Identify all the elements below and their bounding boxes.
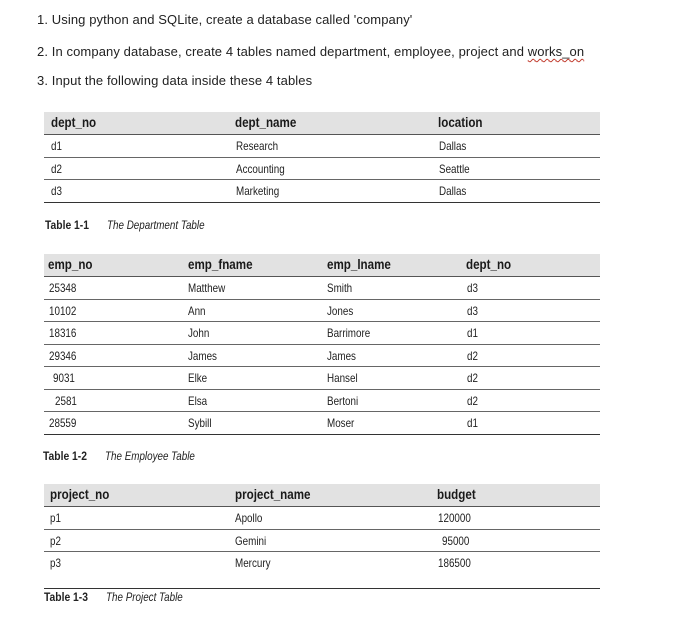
column-header: budget bbox=[437, 487, 476, 502]
instruction-1: 1. Using python and SQLite, create a database called 'company' bbox=[37, 12, 413, 27]
department-table bbox=[44, 112, 600, 232]
table-cell: 28559 bbox=[49, 416, 77, 430]
instruction-2-text: 2. In company database, create 4 tables named department, employee, project and bbox=[37, 44, 528, 59]
table-row bbox=[44, 390, 600, 413]
table-cell: Marketing bbox=[236, 184, 280, 198]
table-caption bbox=[44, 590, 200, 604]
table-header bbox=[44, 112, 600, 135]
caption-number: Table 1-1 bbox=[45, 218, 89, 232]
table-cell: Hansel bbox=[327, 371, 358, 385]
table-cell: Mercury bbox=[235, 556, 271, 570]
table-cell: Dallas bbox=[439, 184, 467, 198]
table-cell: Apollo bbox=[235, 511, 263, 525]
table-cell: p2 bbox=[50, 533, 61, 548]
column-header: project_no bbox=[50, 487, 110, 502]
table-caption bbox=[45, 218, 226, 232]
table-row bbox=[44, 158, 600, 181]
caption-number: Table 1-2 bbox=[43, 449, 87, 463]
column-header: emp_no bbox=[48, 257, 93, 272]
table-cell: 2581 bbox=[55, 393, 77, 408]
table-cell: d3 bbox=[51, 184, 62, 198]
table-cell: Seattle bbox=[439, 161, 470, 176]
table-cell: p1 bbox=[50, 511, 61, 525]
table-cell: Barrimore bbox=[327, 326, 371, 340]
table-cell: 25348 bbox=[49, 281, 77, 295]
caption-title: The Project Table bbox=[106, 590, 184, 604]
table-cell: John bbox=[188, 326, 210, 340]
table-row bbox=[44, 552, 600, 574]
table-row bbox=[44, 412, 600, 434]
column-header: dept_no bbox=[466, 257, 512, 272]
table-cell: p3 bbox=[50, 556, 61, 570]
table-cell: d2 bbox=[467, 348, 478, 363]
table-bottom-rule bbox=[44, 202, 600, 203]
table-cell: d3 bbox=[467, 281, 478, 295]
table-cell: Matthew bbox=[188, 281, 226, 295]
caption-number: Table 1-3 bbox=[44, 590, 88, 604]
table-cell: Gemini bbox=[235, 533, 267, 548]
table-cell: 29346 bbox=[49, 348, 77, 363]
table-cell: d2 bbox=[467, 371, 478, 385]
table-caption bbox=[43, 449, 215, 463]
table-cell: Accounting bbox=[236, 161, 285, 176]
table-bottom-rule bbox=[44, 588, 600, 589]
table-header bbox=[44, 254, 600, 277]
table-row bbox=[44, 507, 600, 530]
table-cell: Sybill bbox=[188, 416, 212, 430]
caption-title: The Department Table bbox=[107, 218, 206, 232]
table-row bbox=[44, 277, 600, 300]
table-cell: James bbox=[188, 348, 217, 363]
table-cell: d1 bbox=[467, 416, 478, 430]
table-cell: d3 bbox=[467, 303, 478, 318]
table-cell: 95000 bbox=[442, 533, 470, 548]
table-cell: Elke bbox=[188, 371, 208, 385]
column-header: project_name bbox=[235, 487, 311, 502]
table-cell: Dallas bbox=[439, 139, 467, 153]
table-cell: Elsa bbox=[188, 393, 208, 408]
table-cell: 18316 bbox=[49, 326, 77, 340]
column-header: location bbox=[438, 115, 483, 130]
table-header bbox=[44, 484, 600, 507]
spellcheck-flagged-word: works_on bbox=[527, 44, 585, 59]
table-cell: 120000 bbox=[438, 511, 471, 525]
table-row bbox=[44, 530, 600, 553]
table-cell: d1 bbox=[467, 326, 478, 340]
table-cell: 186500 bbox=[438, 556, 471, 570]
column-header: emp_lname bbox=[327, 257, 391, 272]
column-header: emp_fname bbox=[188, 257, 253, 272]
table-cell: Moser bbox=[327, 416, 355, 430]
table-cell: 10102 bbox=[49, 303, 77, 318]
table-cell: d2 bbox=[51, 161, 62, 176]
table-cell: d1 bbox=[51, 139, 62, 153]
table-cell: Jones bbox=[327, 303, 354, 318]
table-row bbox=[44, 300, 600, 323]
table-bottom-rule bbox=[44, 434, 600, 435]
table-cell: 9031 bbox=[53, 371, 75, 385]
column-header: dept_name bbox=[235, 115, 297, 130]
table-row bbox=[44, 322, 600, 345]
table-cell: James bbox=[327, 348, 356, 363]
table-row bbox=[44, 135, 600, 158]
employee-table bbox=[43, 254, 600, 463]
column-header: dept_no bbox=[51, 115, 97, 130]
table-row bbox=[44, 345, 600, 368]
table-cell: Smith bbox=[327, 281, 353, 295]
project-table bbox=[44, 484, 600, 604]
table-cell: Bertoni bbox=[327, 393, 359, 408]
instruction-2 bbox=[37, 44, 584, 59]
table-row bbox=[44, 180, 600, 202]
table-cell: Ann bbox=[188, 303, 206, 318]
instruction-3: 3. Input the following data inside these 4 tables bbox=[37, 73, 313, 88]
table-cell: Research bbox=[236, 139, 279, 153]
table-cell: d2 bbox=[467, 393, 478, 408]
table-row bbox=[44, 367, 600, 390]
caption-title: The Employee Table bbox=[105, 449, 196, 463]
